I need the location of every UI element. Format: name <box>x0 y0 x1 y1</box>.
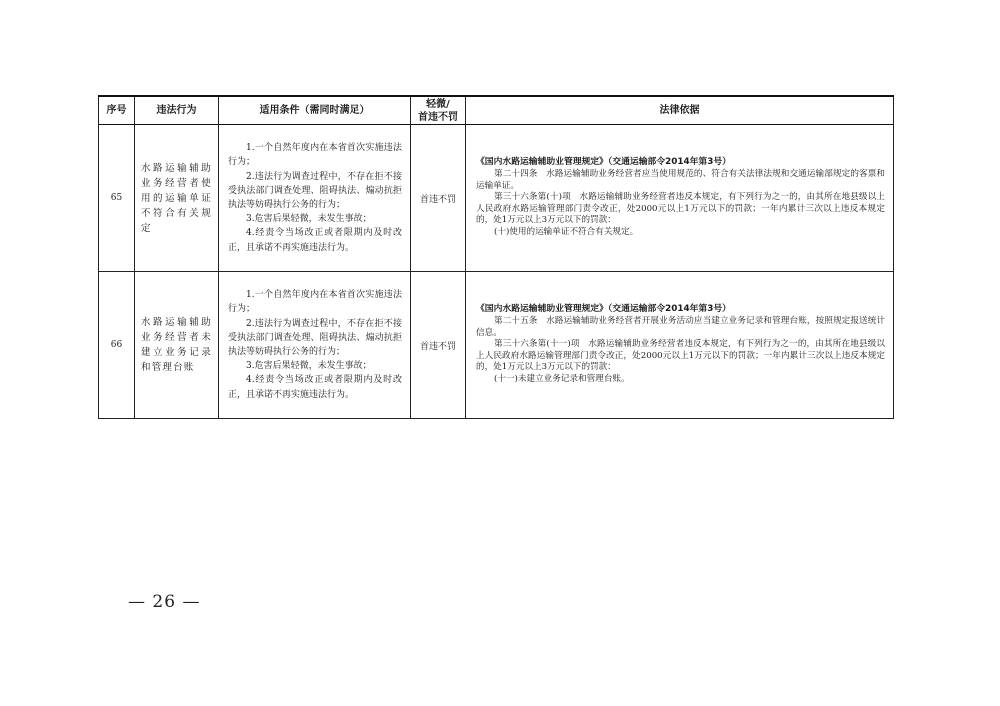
legal-basis-cell <box>466 125 894 272</box>
penalty-exemption-table <box>98 95 894 419</box>
violation-text: 水路运输辅助业务经营者未建立业务记录和管理台账 <box>135 272 219 419</box>
condition-item: 1.一个自然年度内在本省首次实施违法行为； <box>228 143 402 168</box>
law-title: 《国内水路运输辅助业管理规定》（交通运输部令2014年第3号） <box>476 304 731 315</box>
header-light-line2: 首违不罚 <box>418 111 458 123</box>
condition-item: 2.违法行为调查过程中，不存在拒不接受执法部门调查处理、阻碍执法、煽动抗拒执法等妨碍执行公务的行为； <box>228 171 402 210</box>
conditions-cell <box>219 272 411 419</box>
row-number: 66 <box>99 272 135 419</box>
condition-item: 4.经责令当场改正或者限期内及时改正，且承诺不再实施违法行为。 <box>228 375 402 400</box>
header-light-line1: 轻微/ <box>426 98 450 110</box>
condition-item: 1.一个自然年度内在本省首次实施违法行为； <box>228 290 402 315</box>
law-article: 第二十五条 水路运输辅助业务经营者开展业务活动应当建立业务记录和管理台账，按照规定报送统计信息。 <box>476 316 885 338</box>
violation-text: 水路运输辅助业务经营者使用的运输单证不符合有关规定 <box>135 125 219 272</box>
header-no: 序号 <box>99 96 135 125</box>
law-article-item: (十一)未建立业务记录和管理台账。 <box>494 373 630 384</box>
page-number: — 26 — <box>128 592 201 612</box>
conditions-cell <box>219 125 411 272</box>
condition-item: 4.经责令当场改正或者限期内及时改正，且承诺不再实施违法行为。 <box>228 228 402 253</box>
law-title: 《国内水路运输辅助业管理规定》（交通运输部令2014年第3号） <box>476 157 731 168</box>
category-cell: 首违不罚 <box>411 125 466 272</box>
law-article-item: (十)使用的运输单证不符合有关规定。 <box>494 226 639 237</box>
header-conditions: 适用条件（需同时满足） <box>219 96 411 125</box>
law-article: 第二十四条 水路运输辅助业务经营者应当使用规范的、符合有关法律法规和交通运输部规定的客票和运输单证。 <box>476 169 885 191</box>
law-article: 第三十六条第(十一)项 水路运输辅助业务经营者违反本规定，有下列行为之一的，由其所在地县级以上人民政府水路运输管理部门责令改正，处2000元以上1万元以下的罚款；一年内累计三次以上违反本规定的，处1万元以上3万元以下的罚款： <box>476 339 885 373</box>
table-row <box>99 125 894 272</box>
law-article: 第三十六条第(十)项 水路运输辅助业务经营者违反本规定，有下列行为之一的，由其所在地县级以上人民政府水路运输管理部门责令改正，处2000元以上1万元以下的罚款；一年内累计三次以上违反本规定的，处1万元以上3万元以下的罚款： <box>476 192 885 226</box>
condition-item: 2.违法行为调查过程中，不存在拒不接受执法部门调查处理、阻碍执法、煽动抗拒执法等妨碍执行公务的行为； <box>228 318 402 357</box>
header-legal-basis: 法律依据 <box>466 96 894 125</box>
header-light-first-offense <box>411 96 466 125</box>
header-violation: 违法行为 <box>135 96 219 125</box>
row-number: 65 <box>99 125 135 272</box>
category-cell: 首违不罚 <box>411 272 466 419</box>
table-header-row <box>99 96 894 125</box>
condition-item: 3.危害后果轻微，未发生事故； <box>246 214 372 225</box>
legal-basis-cell <box>466 272 894 419</box>
condition-item: 3.危害后果轻微，未发生事故； <box>246 361 372 372</box>
table-row <box>99 272 894 419</box>
